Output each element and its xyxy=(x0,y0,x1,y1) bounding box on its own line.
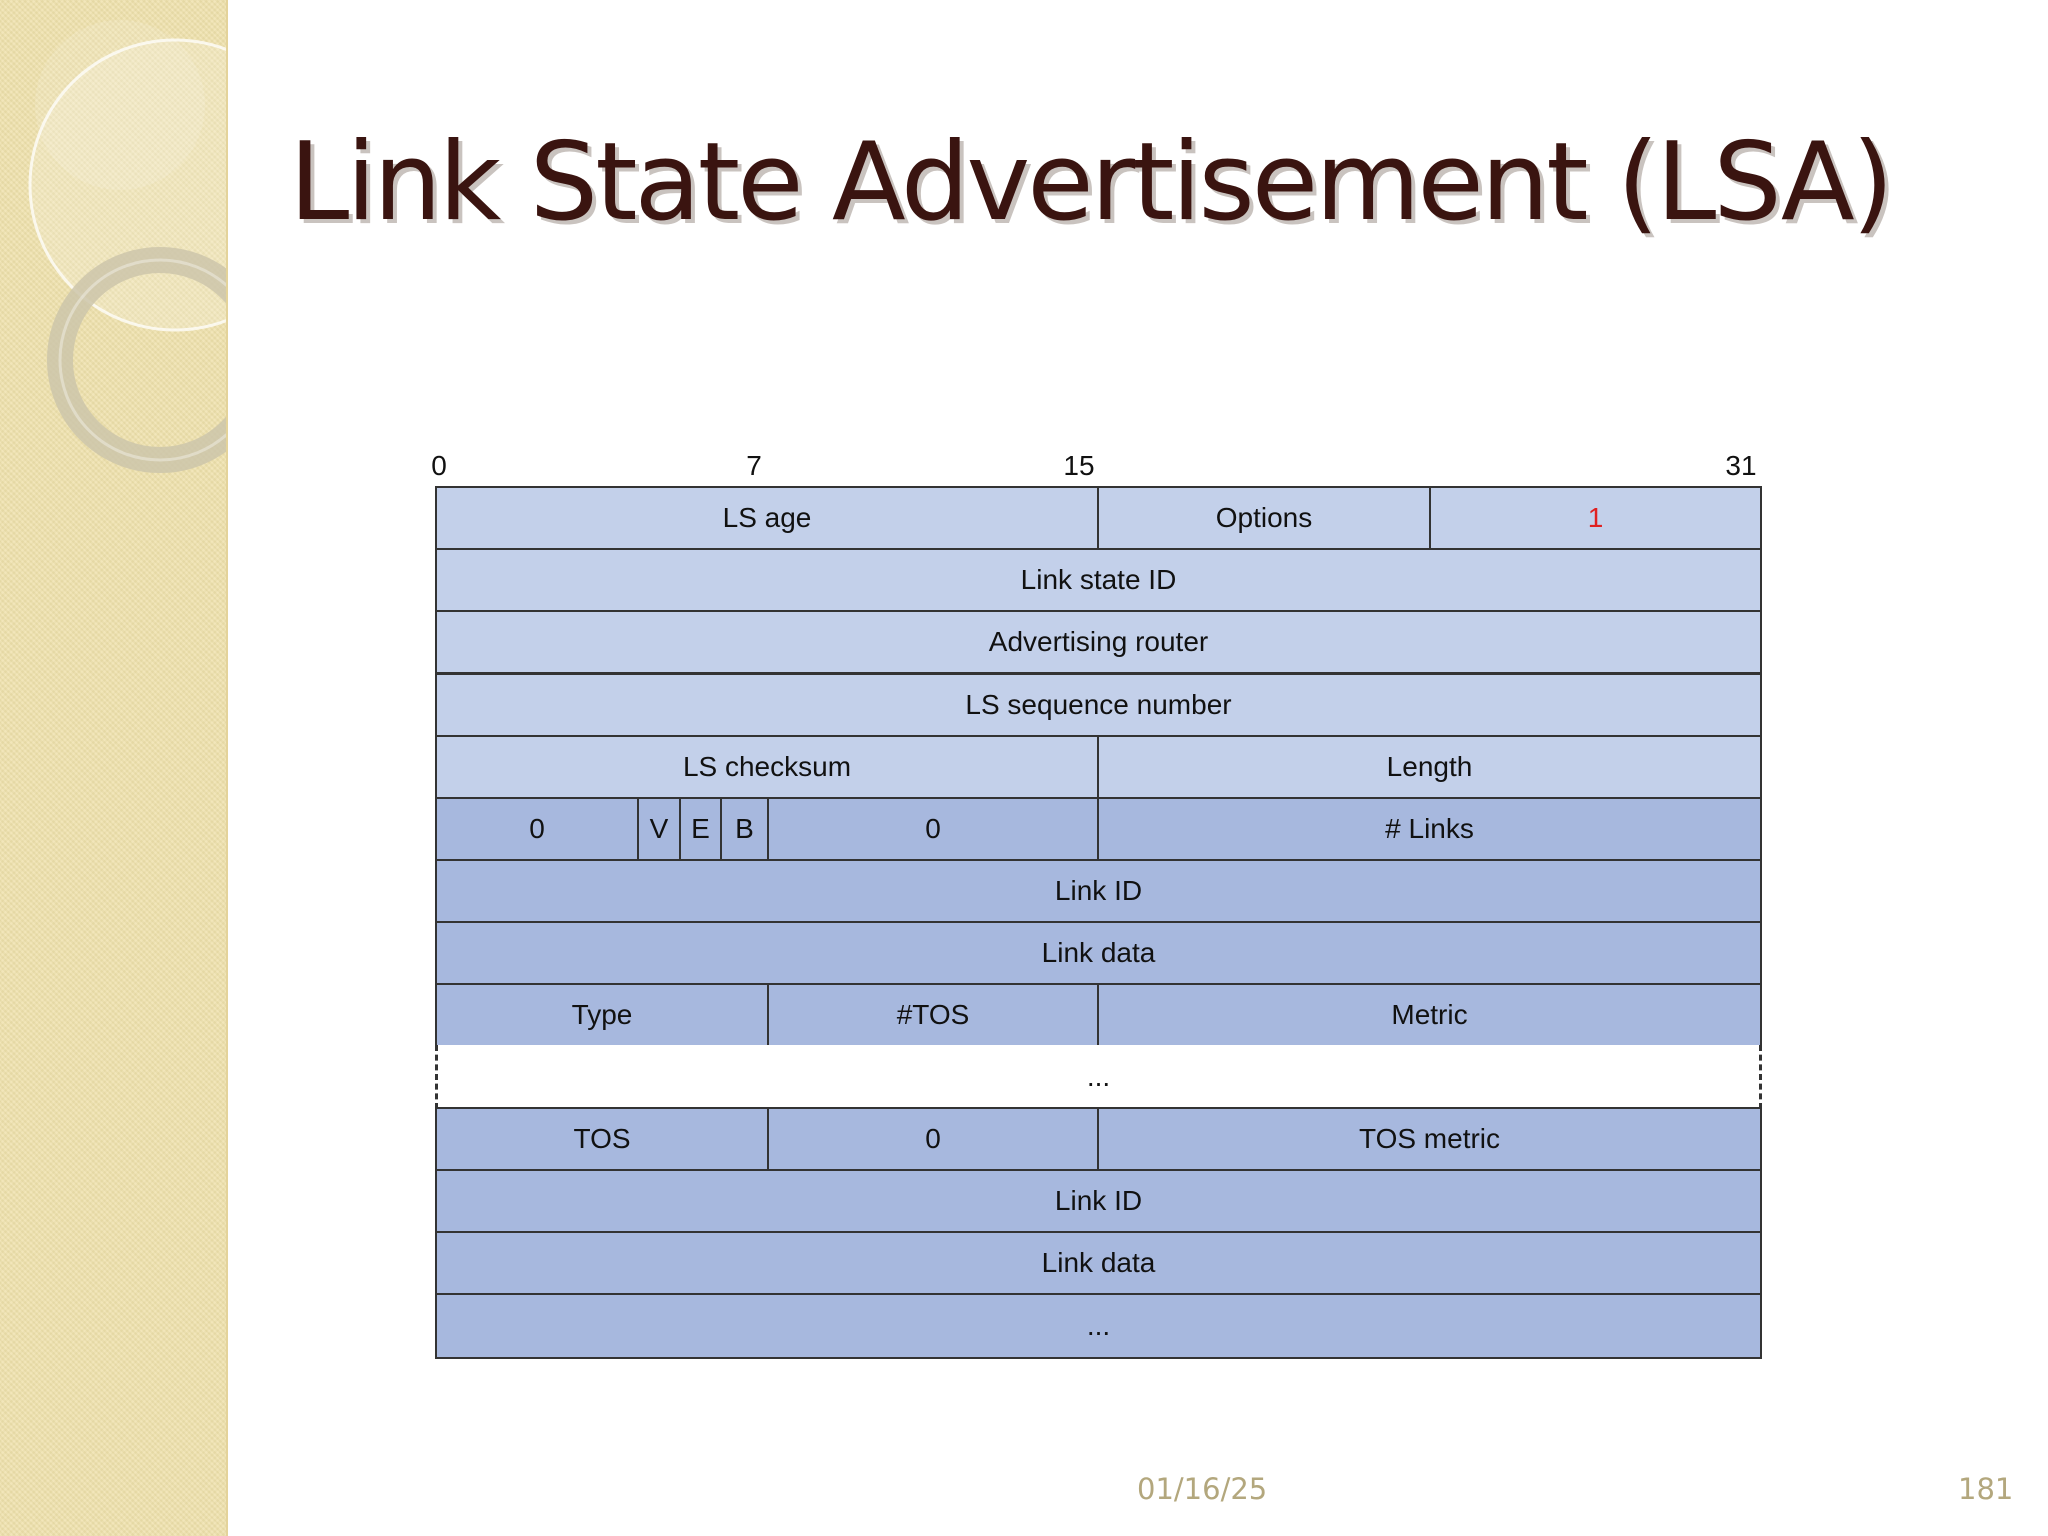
bit-label-15: 15 xyxy=(1063,450,1095,481)
field-link-id-2: Link ID xyxy=(435,1169,1762,1233)
bit-label-31: 31 xyxy=(1725,450,1757,481)
field-metric: Metric xyxy=(1097,983,1762,1047)
slide-date: 01/16/25 xyxy=(1137,1472,1268,1506)
field-ls-sequence-number: LS sequence number xyxy=(435,673,1762,737)
field-type: Type xyxy=(435,983,769,1047)
field-flag-e: E xyxy=(679,797,722,861)
slide-page-number: 181 xyxy=(1958,1472,2014,1506)
field-link-id: Link ID xyxy=(435,859,1762,923)
field-num-tos: #TOS xyxy=(767,983,1099,1047)
field-ls-checksum: LS checksum xyxy=(435,735,1099,799)
field-tos-metric: TOS metric xyxy=(1097,1107,1762,1171)
field-tos: TOS xyxy=(435,1107,769,1171)
bit-label-0: 0 xyxy=(431,450,447,481)
field-length: Length xyxy=(1097,735,1762,799)
field-ellipsis-end: ... xyxy=(435,1293,1762,1359)
slide-title: Link State Advertisement (LSA) xyxy=(289,120,1891,245)
field-reserved-zero-2: 0 xyxy=(767,797,1099,861)
field-link-state-id: Link state ID xyxy=(435,548,1762,612)
field-num-links: # Links xyxy=(1097,797,1762,861)
field-ellipsis-gap: ... xyxy=(435,1045,1762,1109)
field-ls-age: LS age xyxy=(435,486,1099,550)
field-ls-type-value: 1 xyxy=(1429,486,1762,550)
field-advertising-router: Advertising router xyxy=(435,610,1762,674)
field-tos-zero: 0 xyxy=(767,1107,1099,1171)
bit-label-7: 7 xyxy=(746,450,762,481)
field-link-data-2: Link data xyxy=(435,1231,1762,1295)
field-link-data: Link data xyxy=(435,921,1762,985)
field-reserved-zero: 0 xyxy=(435,797,639,861)
field-options: Options xyxy=(1097,486,1431,550)
field-flag-v: V xyxy=(637,797,681,861)
field-flag-b: B xyxy=(720,797,769,861)
